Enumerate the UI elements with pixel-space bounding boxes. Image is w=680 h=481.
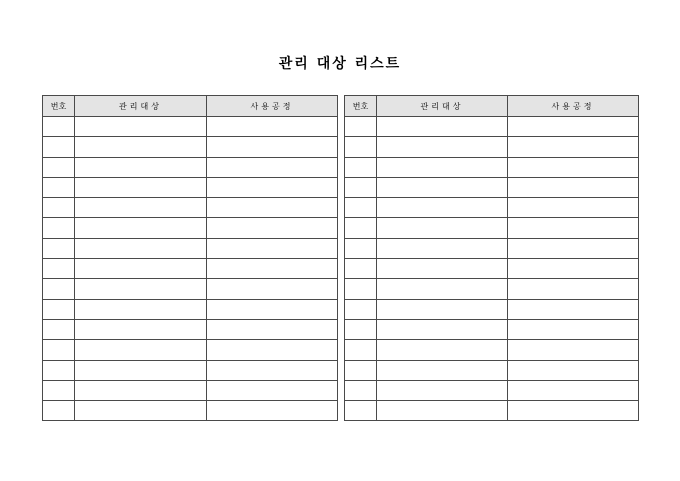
cell-managed-target[interactable] [377,401,508,421]
cell-usage-process[interactable] [508,380,639,400]
cell-managed-target[interactable] [75,177,207,197]
cell-managed-target[interactable] [75,380,207,400]
cell-managed-target[interactable] [75,401,207,421]
cell-number[interactable] [345,177,377,197]
cell-usage-process[interactable] [207,360,338,380]
cell-usage-process[interactable] [207,380,338,400]
cell-number[interactable] [43,319,75,339]
table-row [43,319,338,339]
table-row [43,299,338,319]
cell-managed-target[interactable] [377,259,508,279]
header-number: 번호 [345,96,377,117]
cell-number[interactable] [345,117,377,137]
table-row [345,380,639,400]
header-managed-target: 관리대상 [377,96,508,117]
table-row [43,360,338,380]
table-row [345,157,639,177]
cell-managed-target[interactable] [75,319,207,339]
cell-number[interactable] [43,137,75,157]
table-row [43,259,338,279]
table-row [43,401,338,421]
table-row [345,401,639,421]
table-body-left [43,117,338,421]
cell-number[interactable] [345,279,377,299]
table-row [43,198,338,218]
cell-usage-process[interactable] [207,340,338,360]
cell-number[interactable] [43,279,75,299]
table-row [345,198,639,218]
cell-number[interactable] [43,299,75,319]
cell-managed-target[interactable] [75,137,207,157]
cell-number[interactable] [345,198,377,218]
table-row [345,137,639,157]
table-row [345,259,639,279]
cell-number[interactable] [43,218,75,238]
cell-number[interactable] [43,340,75,360]
table-row [43,218,338,238]
cell-usage-process[interactable] [207,259,338,279]
table-row [345,279,639,299]
table-row [43,117,338,137]
cell-managed-target[interactable] [377,319,508,339]
cell-usage-process[interactable] [508,198,639,218]
table-row [345,238,639,258]
cell-number[interactable] [43,117,75,137]
cell-usage-process[interactable] [207,218,338,238]
cell-number[interactable] [345,340,377,360]
cell-managed-target[interactable] [75,279,207,299]
cell-managed-target[interactable] [377,380,508,400]
cell-usage-process[interactable] [207,137,338,157]
cell-number[interactable] [43,198,75,218]
cell-managed-target[interactable] [377,279,508,299]
cell-usage-process[interactable] [207,198,338,218]
cell-usage-process[interactable] [508,177,639,197]
cell-usage-process[interactable] [508,360,639,380]
cell-number[interactable] [43,401,75,421]
cell-managed-target[interactable] [75,238,207,258]
cell-managed-target[interactable] [75,299,207,319]
header-managed-target: 관리대상 [75,96,207,117]
cell-managed-target[interactable] [377,360,508,380]
cell-usage-process[interactable] [508,299,639,319]
cell-managed-target[interactable] [377,299,508,319]
table-row [345,177,639,197]
cell-number[interactable] [345,259,377,279]
table-row [345,218,639,238]
cell-number[interactable] [43,259,75,279]
cell-number[interactable] [345,157,377,177]
cell-number[interactable] [43,360,75,380]
table-row [345,299,639,319]
cell-managed-target[interactable] [75,218,207,238]
cell-usage-process[interactable] [508,401,639,421]
cell-managed-target[interactable] [75,360,207,380]
cell-usage-process[interactable] [207,401,338,421]
table-row [43,137,338,157]
cell-usage-process[interactable] [508,137,639,157]
cell-usage-process[interactable] [207,319,338,339]
cell-number[interactable] [345,360,377,380]
header-usage-process: 사용공정 [207,96,338,117]
cell-managed-target[interactable] [377,177,508,197]
table-row [43,157,338,177]
cell-number[interactable] [43,380,75,400]
cell-usage-process[interactable] [207,157,338,177]
cell-managed-target[interactable] [377,238,508,258]
list-table-right [344,95,639,421]
cell-number[interactable] [43,157,75,177]
cell-number[interactable] [43,238,75,258]
cell-managed-target[interactable] [75,198,207,218]
cell-number[interactable] [345,218,377,238]
page-title: 관리 대상 리스트 [278,56,402,72]
cell-usage-process[interactable] [508,117,639,137]
cell-usage-process[interactable] [508,218,639,238]
cell-usage-process[interactable] [508,279,639,299]
table-header-row [345,96,639,117]
table-row [345,117,639,137]
cell-managed-target[interactable] [377,340,508,360]
cell-managed-target[interactable] [75,340,207,360]
cell-usage-process[interactable] [508,238,639,258]
cell-usage-process[interactable] [508,157,639,177]
header-usage-process: 사용공정 [508,96,639,117]
cell-number[interactable] [345,299,377,319]
table-row [345,319,639,339]
table-row [43,279,338,299]
cell-managed-target[interactable] [377,198,508,218]
cell-managed-target[interactable] [377,218,508,238]
cell-usage-process[interactable] [207,177,338,197]
cell-usage-process[interactable] [508,259,639,279]
cell-managed-target[interactable] [377,157,508,177]
table-row [345,340,639,360]
cell-usage-process[interactable] [207,238,338,258]
cell-usage-process[interactable] [207,299,338,319]
table-body-right [345,117,639,421]
cell-number[interactable] [345,401,377,421]
list-table-left [42,95,338,421]
cell-managed-target[interactable] [377,117,508,137]
table-row [43,177,338,197]
cell-number[interactable] [345,319,377,339]
table-header-row [43,96,338,117]
table-row [43,340,338,360]
cell-usage-process[interactable] [508,319,639,339]
cell-managed-target[interactable] [75,157,207,177]
cell-usage-process[interactable] [508,340,639,360]
table-row [345,360,639,380]
cell-number[interactable] [345,238,377,258]
cell-usage-process[interactable] [207,117,338,137]
cell-number[interactable] [43,177,75,197]
cell-number[interactable] [345,380,377,400]
cell-number[interactable] [345,137,377,157]
cell-managed-target[interactable] [377,137,508,157]
header-number: 번호 [43,96,75,117]
cell-managed-target[interactable] [75,117,207,137]
table-row [43,380,338,400]
table-row [43,238,338,258]
cell-managed-target[interactable] [75,259,207,279]
cell-usage-process[interactable] [207,279,338,299]
